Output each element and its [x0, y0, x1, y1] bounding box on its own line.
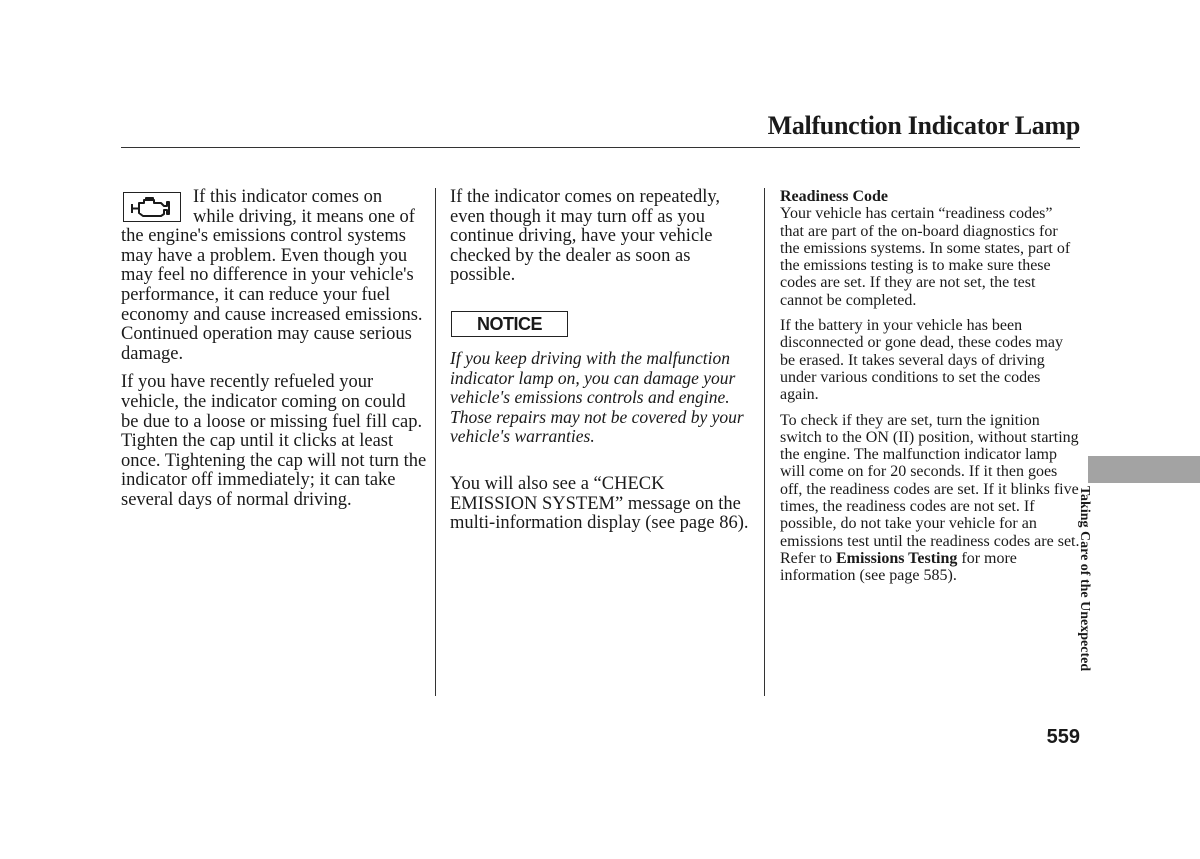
page-title: Malfunction Indicator Lamp: [767, 111, 1080, 140]
page-number: 559: [1046, 726, 1080, 748]
notice-label: NOTICE: [451, 311, 568, 337]
title-rule: [121, 147, 1080, 148]
column-divider-2: [764, 188, 765, 696]
section-side-label: Taking Care of the Unexpected: [1077, 486, 1092, 672]
readiness-code-heading: Readiness Code: [780, 188, 889, 205]
column-3: [780, 188, 1080, 593]
section-tab: [1088, 456, 1200, 483]
check-engine-icon: [123, 192, 181, 222]
column-1: [121, 188, 427, 520]
col3-text-3: [780, 412, 1080, 585]
col3-text-3-start: To check if they are set, turn the ignition switch to the ON (II) position, without starting the engine. The malfunction indicator lamp will come on for 20 seconds. If it then goes off, the readiness codes are set. If it blinks five times, the readiness codes are not set. If possible, do not take your vehicle for an emissions test until the readiness codes are set. Refer to: [780, 411, 1080, 567]
column-2: [450, 188, 754, 534]
indicator-paragraph: [121, 188, 427, 364]
col1-text-2: If you have recently refueled your vehicle, the indicator coming on could be due to a loose or missing fuel fill cap. Tighten the cap until it clicks at least once. Tightening the cap will not turn the indicator off immediately; it can take several days of normal driving.: [121, 372, 427, 510]
emissions-testing-reference: Emissions Testing: [835, 549, 958, 567]
column-divider-1: [435, 188, 436, 696]
col2-text-1: If the indicator comes on repeatedly, even though it may turn off as you continue driving, have your vehicle checked by the dealer as soon as possible.: [450, 187, 721, 286]
col1-text-1: If this indicator comes on while driving, it means one of the engine's emissions control systems may have a problem. Even though you may feel no difference in your vehicle's performance, it can reduce your fuel economy and cause increased emissions. Continued operation may cause serious damage.: [121, 187, 423, 364]
col3-text-2: If the battery in your vehicle has been disconnected or gone dead, these codes may be erased. It takes several days of driving under various conditions to set the codes again.: [780, 317, 1064, 404]
col2-text-2: You will also see a “CHECK EMISSION SYSTEM” message on the multi-information display (see page 86).: [450, 473, 749, 534]
col3-text-1: Your vehicle has certain “readiness codes” that are part of the on-board diagnostics for the emissions systems. In some states, part of the emissions testing is to make sure these codes are set. If they are not set, the test cannot be completed.: [780, 205, 1071, 309]
col3-text-3-end: for more information (see page 585).: [780, 549, 1017, 585]
notice-text: If you keep driving with the malfunction indicator lamp on, you can damage your vehicle's emissions controls and engine. Those repairs may not be covered by your vehicle's warranties.: [450, 347, 744, 447]
